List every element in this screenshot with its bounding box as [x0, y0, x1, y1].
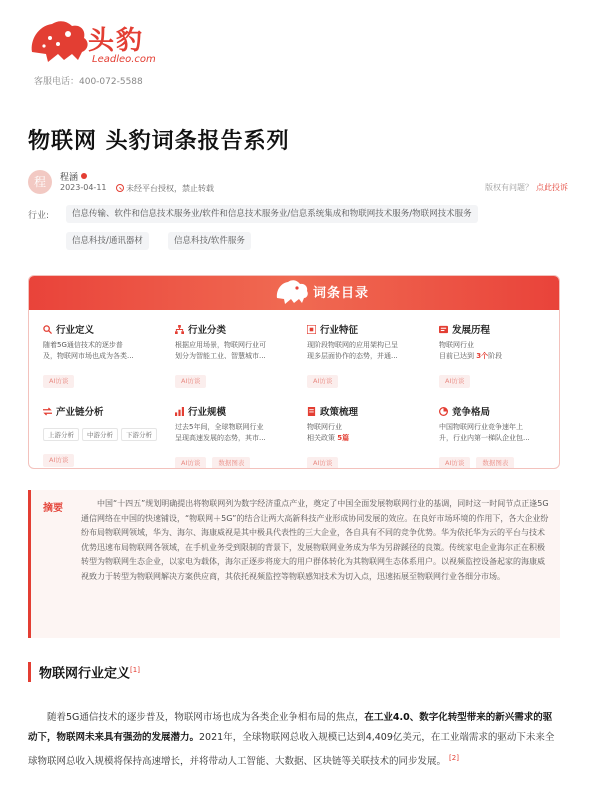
toc-item-desc: 现阶段物联网的应用架构已呈 现多层面协作的态势，并通... — [307, 341, 398, 360]
toc-item-title: 竞争格局 — [452, 407, 491, 418]
toc-header — [29, 276, 559, 310]
toc-item-industry-chain[interactable] — [43, 404, 163, 467]
chain-icon — [43, 407, 52, 416]
copyright-question: 版权有问题？ 点此投诉 — [485, 183, 568, 192]
forbidden-icon — [116, 184, 124, 192]
avatar[interactable]: 程 — [28, 170, 52, 194]
report-link[interactable]: 点此投诉 — [536, 183, 568, 192]
toc-item-title: 行业分类 — [188, 325, 227, 336]
toc-item-title: 政策梳理 — [320, 407, 359, 418]
toc-item-title: 产业链分析 — [56, 407, 104, 418]
ai-interview-chip[interactable]: AI访谈 — [307, 457, 338, 469]
section-paragraph: 随着5G通信技术的逐步普及，物联网市场也成为各类企业争相布局的焦点，在工业4.0、数字化转型带来的新兴需求的驱动下，物联网未来具有强劲的发展潜力。2021年，全球物联网总收入规模已达到4,409亿美元，在工业端需求的驱动下未来全球物联网总收入规模将保持高速增长，并将带动人工智能、大数据、区块链等关联技术的同步发展。 [2] — [28, 712, 555, 768]
ai-interview-chip[interactable]: AI访谈 — [43, 454, 74, 467]
toc-item-title: 发展历程 — [452, 325, 491, 336]
midstream-tag[interactable]: 中游分析 — [82, 428, 118, 441]
page-title: 物联网 头豹词条报告系列 — [28, 129, 290, 154]
abstract-box — [28, 490, 560, 638]
brand-domain: Leadleo.com — [92, 54, 156, 65]
toc-item-market-size[interactable] — [175, 404, 295, 469]
leopard-icon — [275, 278, 309, 308]
history-icon — [439, 325, 448, 334]
ai-interview-chip[interactable]: AI访谈 — [439, 457, 470, 469]
upstream-tag[interactable]: 上游分析 — [43, 428, 79, 441]
toc-item-competition[interactable] — [439, 404, 559, 469]
downstream-tag[interactable]: 下游分析 — [121, 428, 157, 441]
hierarchy-icon — [175, 325, 184, 334]
search-icon — [43, 325, 52, 334]
author-name[interactable]: 程涵 — [60, 170, 87, 183]
copyright-notice: 未经平台授权，禁止转载 — [116, 183, 214, 194]
service-hotline: 客服电话：400-072-5588 — [34, 77, 143, 87]
toc-item-desc: 物联网行业 相关政策 5篇 — [307, 423, 350, 442]
author-bar — [28, 170, 568, 196]
ai-interview-chip[interactable]: AI访谈 — [175, 457, 206, 469]
ai-interview-chip[interactable]: AI访谈 — [307, 375, 338, 388]
ai-interview-chip[interactable]: AI访谈 — [43, 375, 74, 388]
toc-item-title: 行业规模 — [188, 407, 227, 418]
pie-chart-icon — [439, 407, 448, 416]
toc-item-desc: 物联网行业 目前已达到 3个阶段 — [439, 341, 503, 360]
bar-chart-icon — [175, 407, 184, 416]
toc-item-policy[interactable] — [307, 404, 427, 469]
data-chart-chip[interactable]: 数据图表 — [476, 457, 514, 469]
abstract-text: 中国“十四五”规划明确提出将物联网列为数字经济重点产业，奠定了中国全面发展物联网行业的基调，同时这一时间节点正逢5G通信网络在中国的快速铺设，“物联网＋5G”的结合让两大高新科技产业形成协同发展的效应。在良好市场环境的作用下，各大企业纷纷布局物联网领域，华为、海尔、海康威视是其中极具代表性的三大企业，各自具有不同的竞争优势。华为依托华为云的平台与技术优势迅速布局物联网各领域，在手机业务受到限制的背景下，发展物联网业务成为华为另辟蹊径的良策。传统家电企业海尔正在积极转型为物联网生态企业，以家电为载体，海尔正逐步将庞大的用户群体转化为其物联网生态体系用户。以视频监控设备起家的海康威视致力于转型为物联网解决方案供应商，其依托视频监控等物联感知技术为切入点，迅速拓展至物联网行业各细分市场。 — [81, 499, 549, 581]
toc-item-history[interactable] — [439, 322, 559, 388]
ai-interview-chip[interactable]: AI访谈 — [439, 375, 470, 388]
toc-item-desc: 中国物联网行业竞争速年上 升，行业内第一梯队企业包... — [439, 423, 530, 442]
toc-panel — [28, 275, 560, 469]
grid-icon — [307, 325, 316, 334]
toc-item-definition[interactable] — [43, 322, 163, 388]
toc-item-title: 行业定义 — [56, 325, 95, 336]
reference-marker[interactable]: [2] — [449, 754, 459, 762]
toc-item-classification[interactable] — [175, 322, 295, 388]
industry-tag[interactable]: 信息传输、软件和信息技术服务业/软件和信息技术服务业/信息系统集成和物联网技术服务/物联网技术服务 — [66, 205, 478, 223]
industry-tag[interactable]: 信息科技/软件服务 — [168, 232, 251, 250]
ai-interview-chip[interactable]: AI访谈 — [175, 375, 206, 388]
document-icon — [307, 407, 316, 416]
publish-date: 2023-04-11 — [60, 183, 107, 192]
toc-item-title: 行业特征 — [320, 325, 359, 336]
toc-item-features[interactable] — [307, 322, 427, 388]
industry-label: 行业: — [28, 211, 50, 221]
verified-icon — [81, 173, 87, 179]
toc-title: 词条目录 — [313, 286, 370, 301]
abstract-label: 摘要 — [43, 503, 63, 514]
brand-name: 头豹 — [88, 26, 145, 56]
section-title: 物联网行业定义[1] — [28, 662, 140, 682]
toc-item-desc: 过去5年间，全球物联网行业 呈现高速发展的态势，其市... — [175, 423, 266, 442]
data-chart-chip[interactable]: 数据图表 — [212, 457, 250, 469]
industry-tag[interactable]: 信息科技/通讯器材 — [66, 232, 149, 250]
toc-item-desc: 随着5G通信技术的逐步普 及，物联网市场也成为各类... — [43, 341, 134, 360]
reference-marker[interactable]: [1] — [130, 666, 140, 674]
toc-item-desc: 根据应用场景，物联网行业可 划分为智能工业、智慧城市... — [175, 341, 266, 360]
